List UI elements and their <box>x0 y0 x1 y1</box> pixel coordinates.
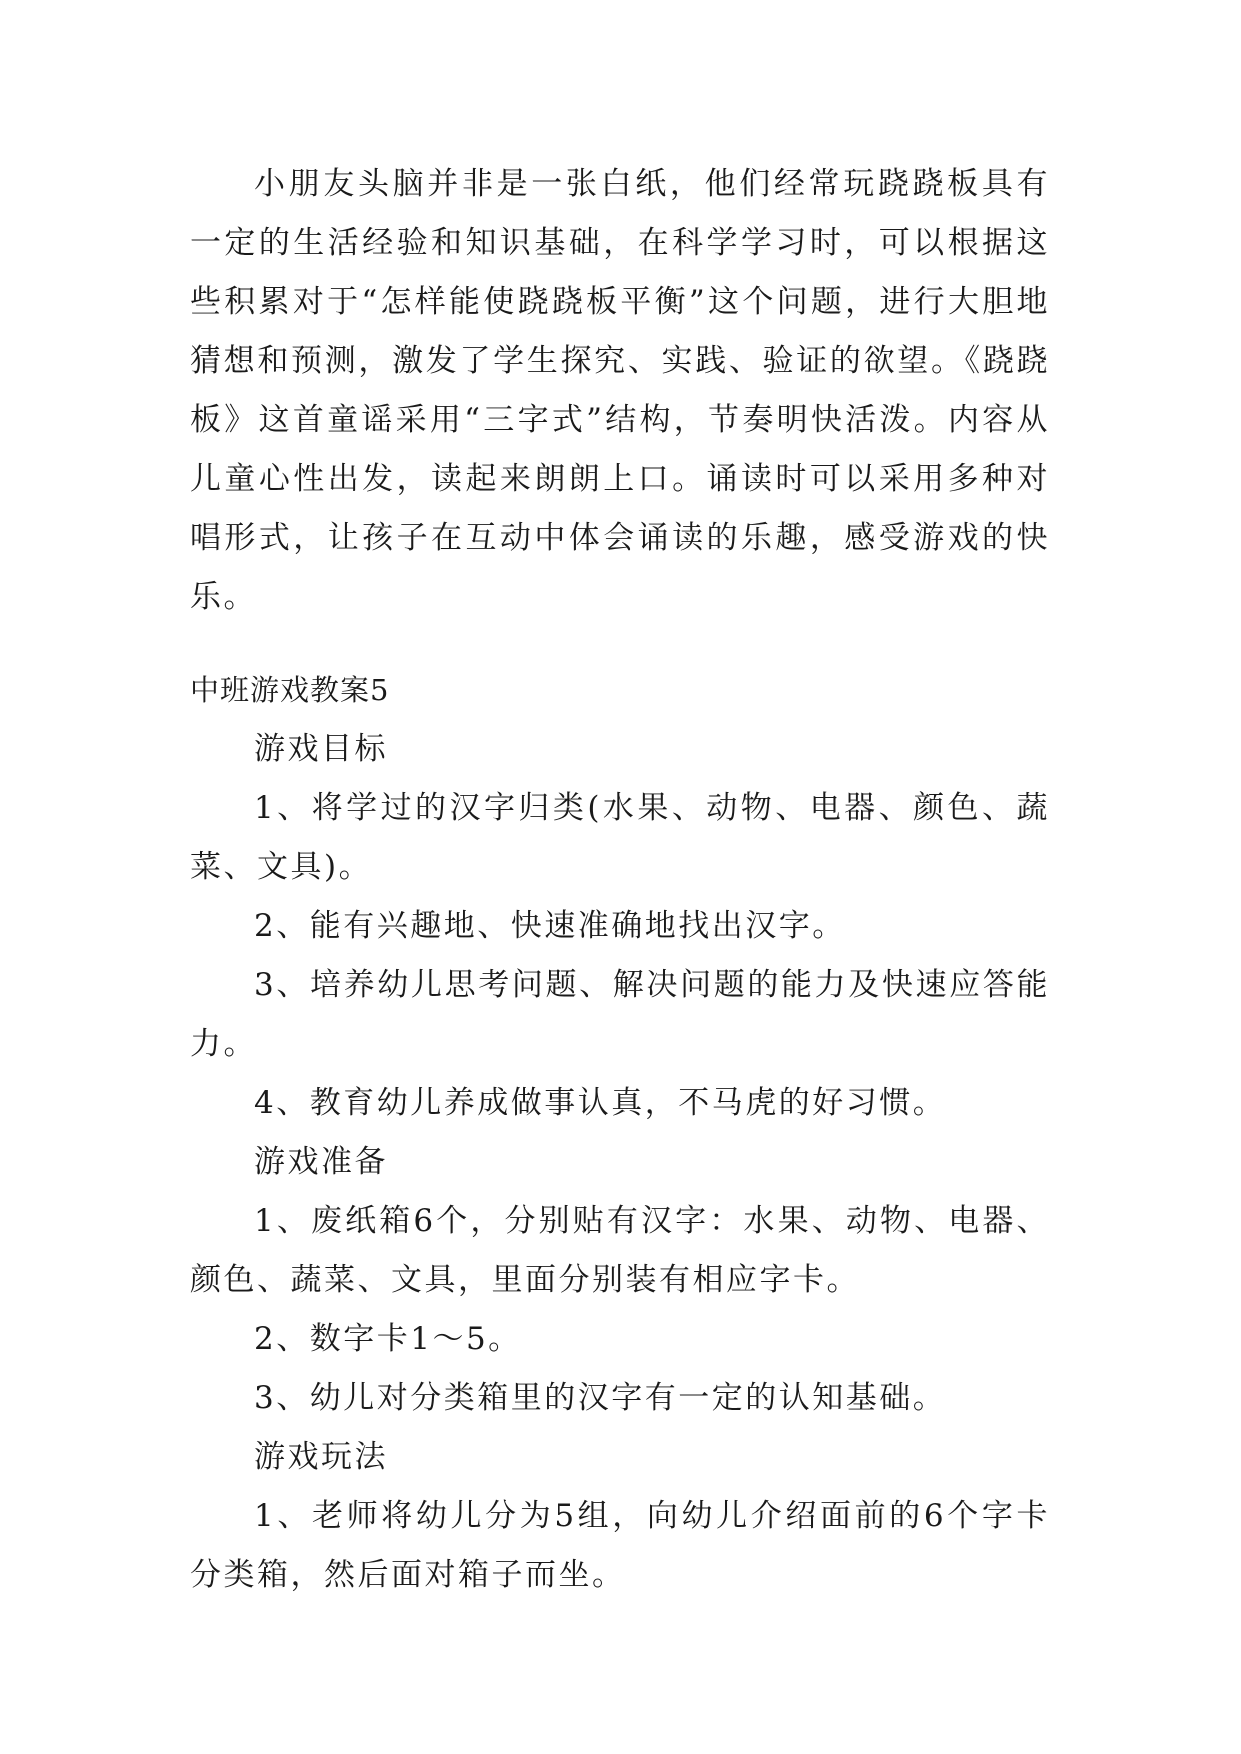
goal-item-1: 1、将学过的汉字归类(水果、动物、电器、颜色、蔬菜、文具)。 <box>190 790 1050 885</box>
preparation-heading: 游戏准备 <box>254 1144 388 1180</box>
play-heading: 游戏玩法 <box>254 1439 388 1475</box>
preparation-item-2: 2、数字卡1～5。 <box>254 1321 522 1357</box>
goal-item-4: 4、教育幼儿养成做事认真，不马虎的好习惯。 <box>254 1085 947 1121</box>
document-page <box>190 155 1050 1605</box>
section-title: 中班游戏教案5 <box>190 673 390 707</box>
goal-item-2: 2、能有兴趣地、快速准确地找出汉字。 <box>254 908 846 944</box>
preparation-item-3: 3、幼儿对分类箱里的汉字有一定的认知基础。 <box>254 1380 947 1416</box>
intro-paragraph: 小朋友头脑并非是一张白纸，他们经常玩跷跷板具有一定的生活经验和知识基础，在科学学习时，可以根据这些积累对于“怎样能使跷跷板平衡”这个问题，进行大胆地猜想和预测，激发了学生探究、实践、验证的欲望。《跷跷板》这首童谣采用“三字式”结构，节奏明快活泼。内容从儿童心性出发，读起来朗朗上口。诵读时可以采用多种对唱形式，让孩子在互动中体会诵读的乐趣，感受游戏的快乐。 <box>190 166 1050 615</box>
play-item-1: 1、老师将幼儿分为5组，向幼儿介绍面前的6个字卡分类箱，然后面对箱子而坐。 <box>190 1498 1050 1593</box>
goals-heading: 游戏目标 <box>254 731 388 767</box>
goal-item-3: 3、培养幼儿思考问题、解决问题的能力及快速应答能力。 <box>190 967 1050 1062</box>
section-spacer <box>190 627 1050 661</box>
preparation-item-1: 1、废纸箱6个，分别贴有汉字：水果、动物、电器、颜色、蔬菜、文具，里面分别装有相应字卡。 <box>190 1203 1050 1298</box>
